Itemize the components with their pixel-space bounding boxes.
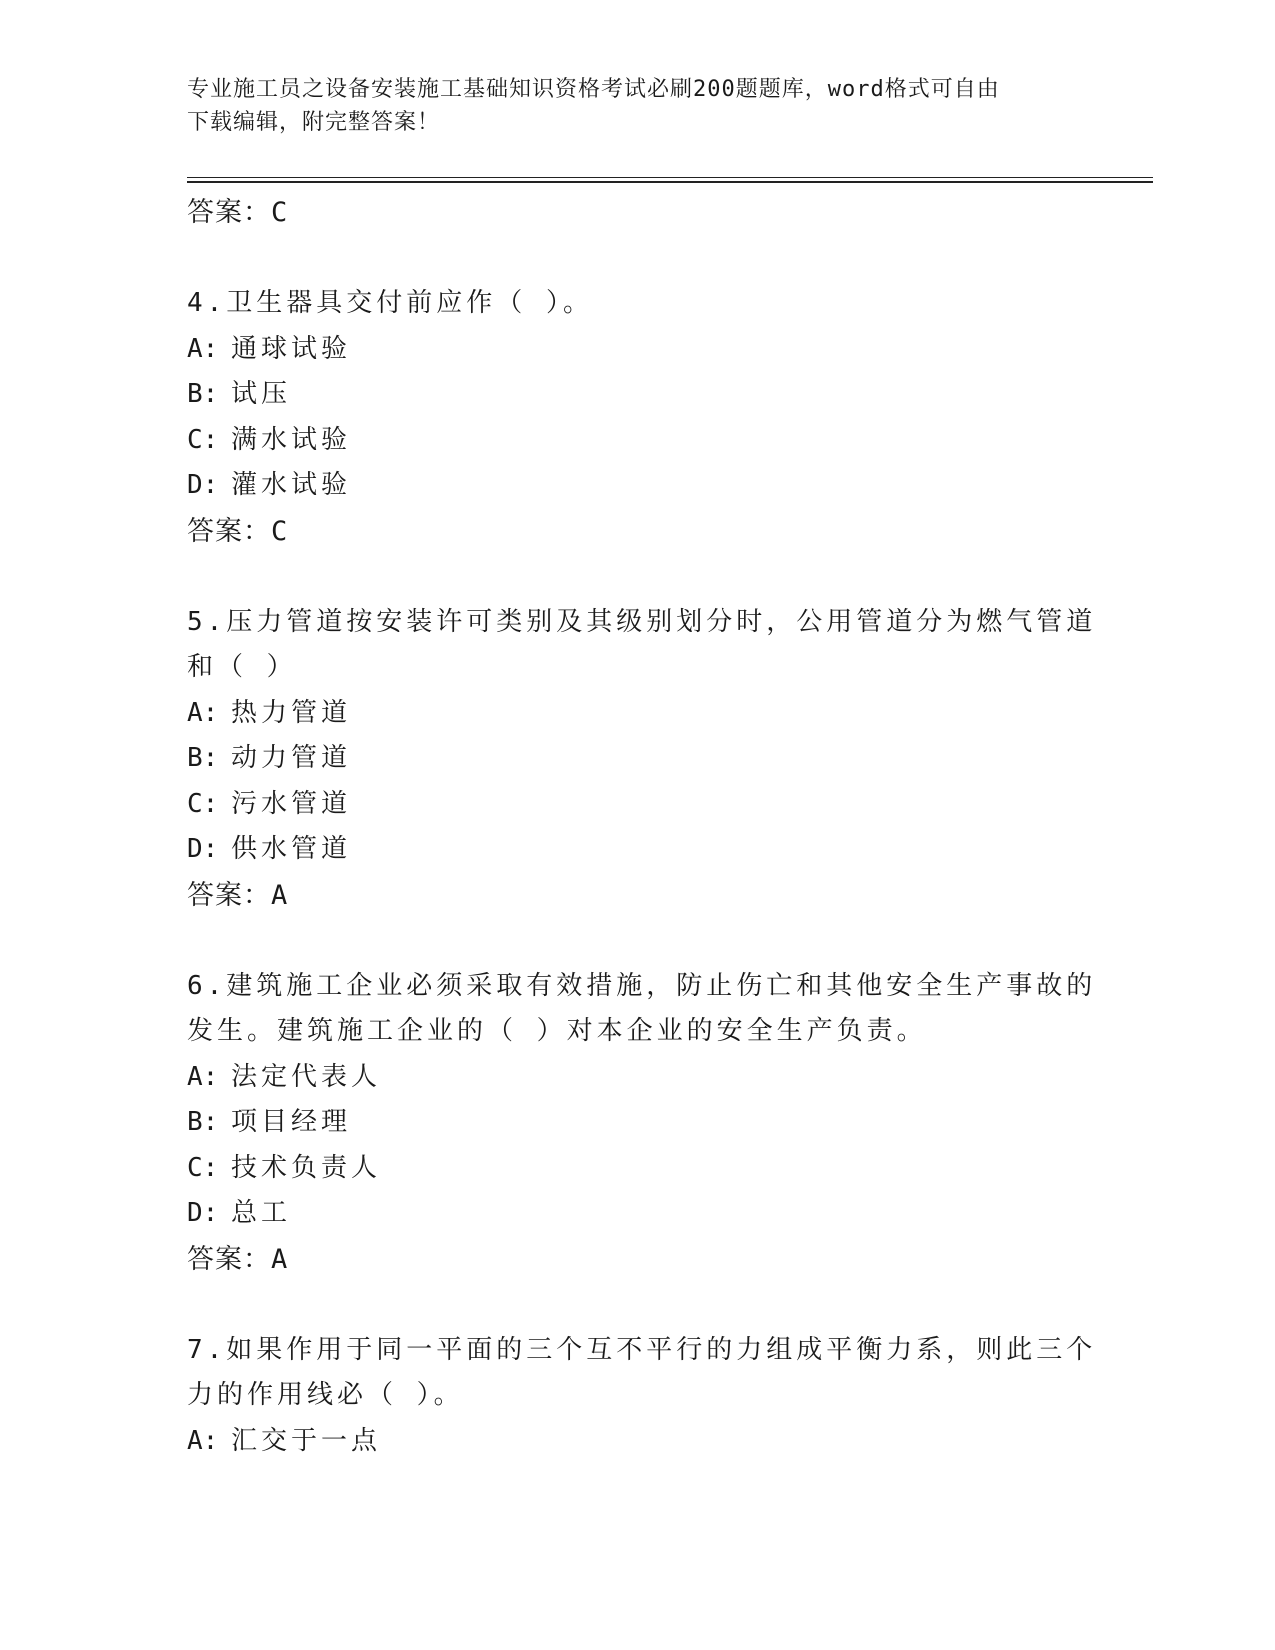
question-list (187, 190, 1097, 1464)
spacer (187, 554, 1067, 600)
header-divider-thick (187, 181, 1153, 183)
answer-value: A (271, 879, 289, 911)
previous-answer (187, 190, 1067, 236)
option-row (187, 1191, 1067, 1237)
header-line-1: 专业施工员之设备安装施工基础知识资格考试必刷200题题库，word格式可自由 (187, 77, 1000, 102)
spacer (187, 236, 1067, 282)
option-key: C: (187, 1152, 219, 1183)
option-text: 项目经理 (231, 1107, 352, 1137)
option-text: 灌水试验 (231, 470, 352, 500)
answer-label: 答案： (187, 1243, 271, 1275)
question-stem-line: 和（ ） (187, 652, 297, 682)
answer-value: C (271, 197, 289, 228)
answer-value: A (271, 1243, 289, 1275)
spacer (187, 918, 1067, 964)
header-line-2: 下载编辑，附完整答案！ (187, 110, 441, 135)
option-row (187, 418, 1067, 464)
option-text: 动力管道 (231, 743, 352, 773)
answer-label: 答案： (187, 515, 271, 547)
question-stem-line: 7.如果作用于同一平面的三个互不平行的力组成平衡力系，则此三个 (187, 1334, 1097, 1365)
answer-label: 答案： (187, 879, 271, 911)
question-block (187, 600, 1097, 964)
option-key: D: (187, 1198, 219, 1228)
option-key: D: (187, 470, 219, 500)
option-text: 通球试验 (231, 333, 352, 364)
option-row (187, 782, 1067, 828)
answer-value: C (271, 515, 289, 547)
option-row (187, 327, 1067, 373)
option-row (187, 1100, 1067, 1146)
option-row (187, 827, 1067, 873)
spacer (187, 1282, 1067, 1328)
question-stem-line: 6.建筑施工企业必须采取有效措施，防止伤亡和其他安全生产事故的 (187, 970, 1097, 1001)
option-row (187, 691, 1067, 737)
option-row (187, 1055, 1067, 1101)
questions-container (187, 281, 1097, 1464)
option-row (187, 1146, 1067, 1192)
option-text: 污水管道 (231, 788, 352, 819)
option-key: B: (187, 743, 219, 773)
option-text: 总工 (231, 1198, 292, 1228)
question-block (187, 281, 1067, 600)
option-text: 试压 (231, 379, 292, 409)
option-key: C: (187, 788, 219, 819)
option-key: B: (187, 379, 219, 409)
header-divider-thin (187, 177, 1153, 178)
option-text: 满水试验 (231, 424, 352, 455)
question-block (187, 1328, 1097, 1465)
question-stem-line: 5.压力管道按安装许可类别及其级别划分时，公用管道分为燃气管道 (187, 606, 1097, 637)
option-key: A: (187, 1425, 219, 1456)
option-key: A: (187, 1061, 219, 1092)
question-stem-line: 力的作用线必（ ）。 (187, 1380, 464, 1410)
option-key: A: (187, 697, 219, 728)
option-text: 热力管道 (231, 697, 352, 728)
option-row (187, 372, 1067, 418)
option-row (187, 1419, 1067, 1465)
option-key: B: (187, 1107, 219, 1137)
option-text: 供水管道 (231, 834, 352, 864)
option-key: D: (187, 834, 219, 864)
answer-line (187, 873, 1067, 919)
document-header (187, 73, 1067, 139)
option-text: 汇交于一点 (231, 1425, 382, 1456)
question-block (187, 964, 1097, 1328)
option-row (187, 736, 1067, 782)
question-stem-line: 发生。建筑施工企业的（ ）对本企业的安全生产负责。 (187, 1016, 927, 1046)
answer-line (187, 1237, 1067, 1283)
option-row (187, 463, 1067, 509)
question-stem-line: 4.卫生器具交付前应作（ ）。 (187, 288, 593, 318)
answer-label: 答案： (187, 197, 271, 228)
option-key: C: (187, 424, 219, 455)
answer-line (187, 509, 1067, 555)
option-text: 法定代表人 (231, 1061, 382, 1092)
option-text: 技术负责人 (231, 1152, 382, 1183)
option-key: A: (187, 333, 219, 364)
